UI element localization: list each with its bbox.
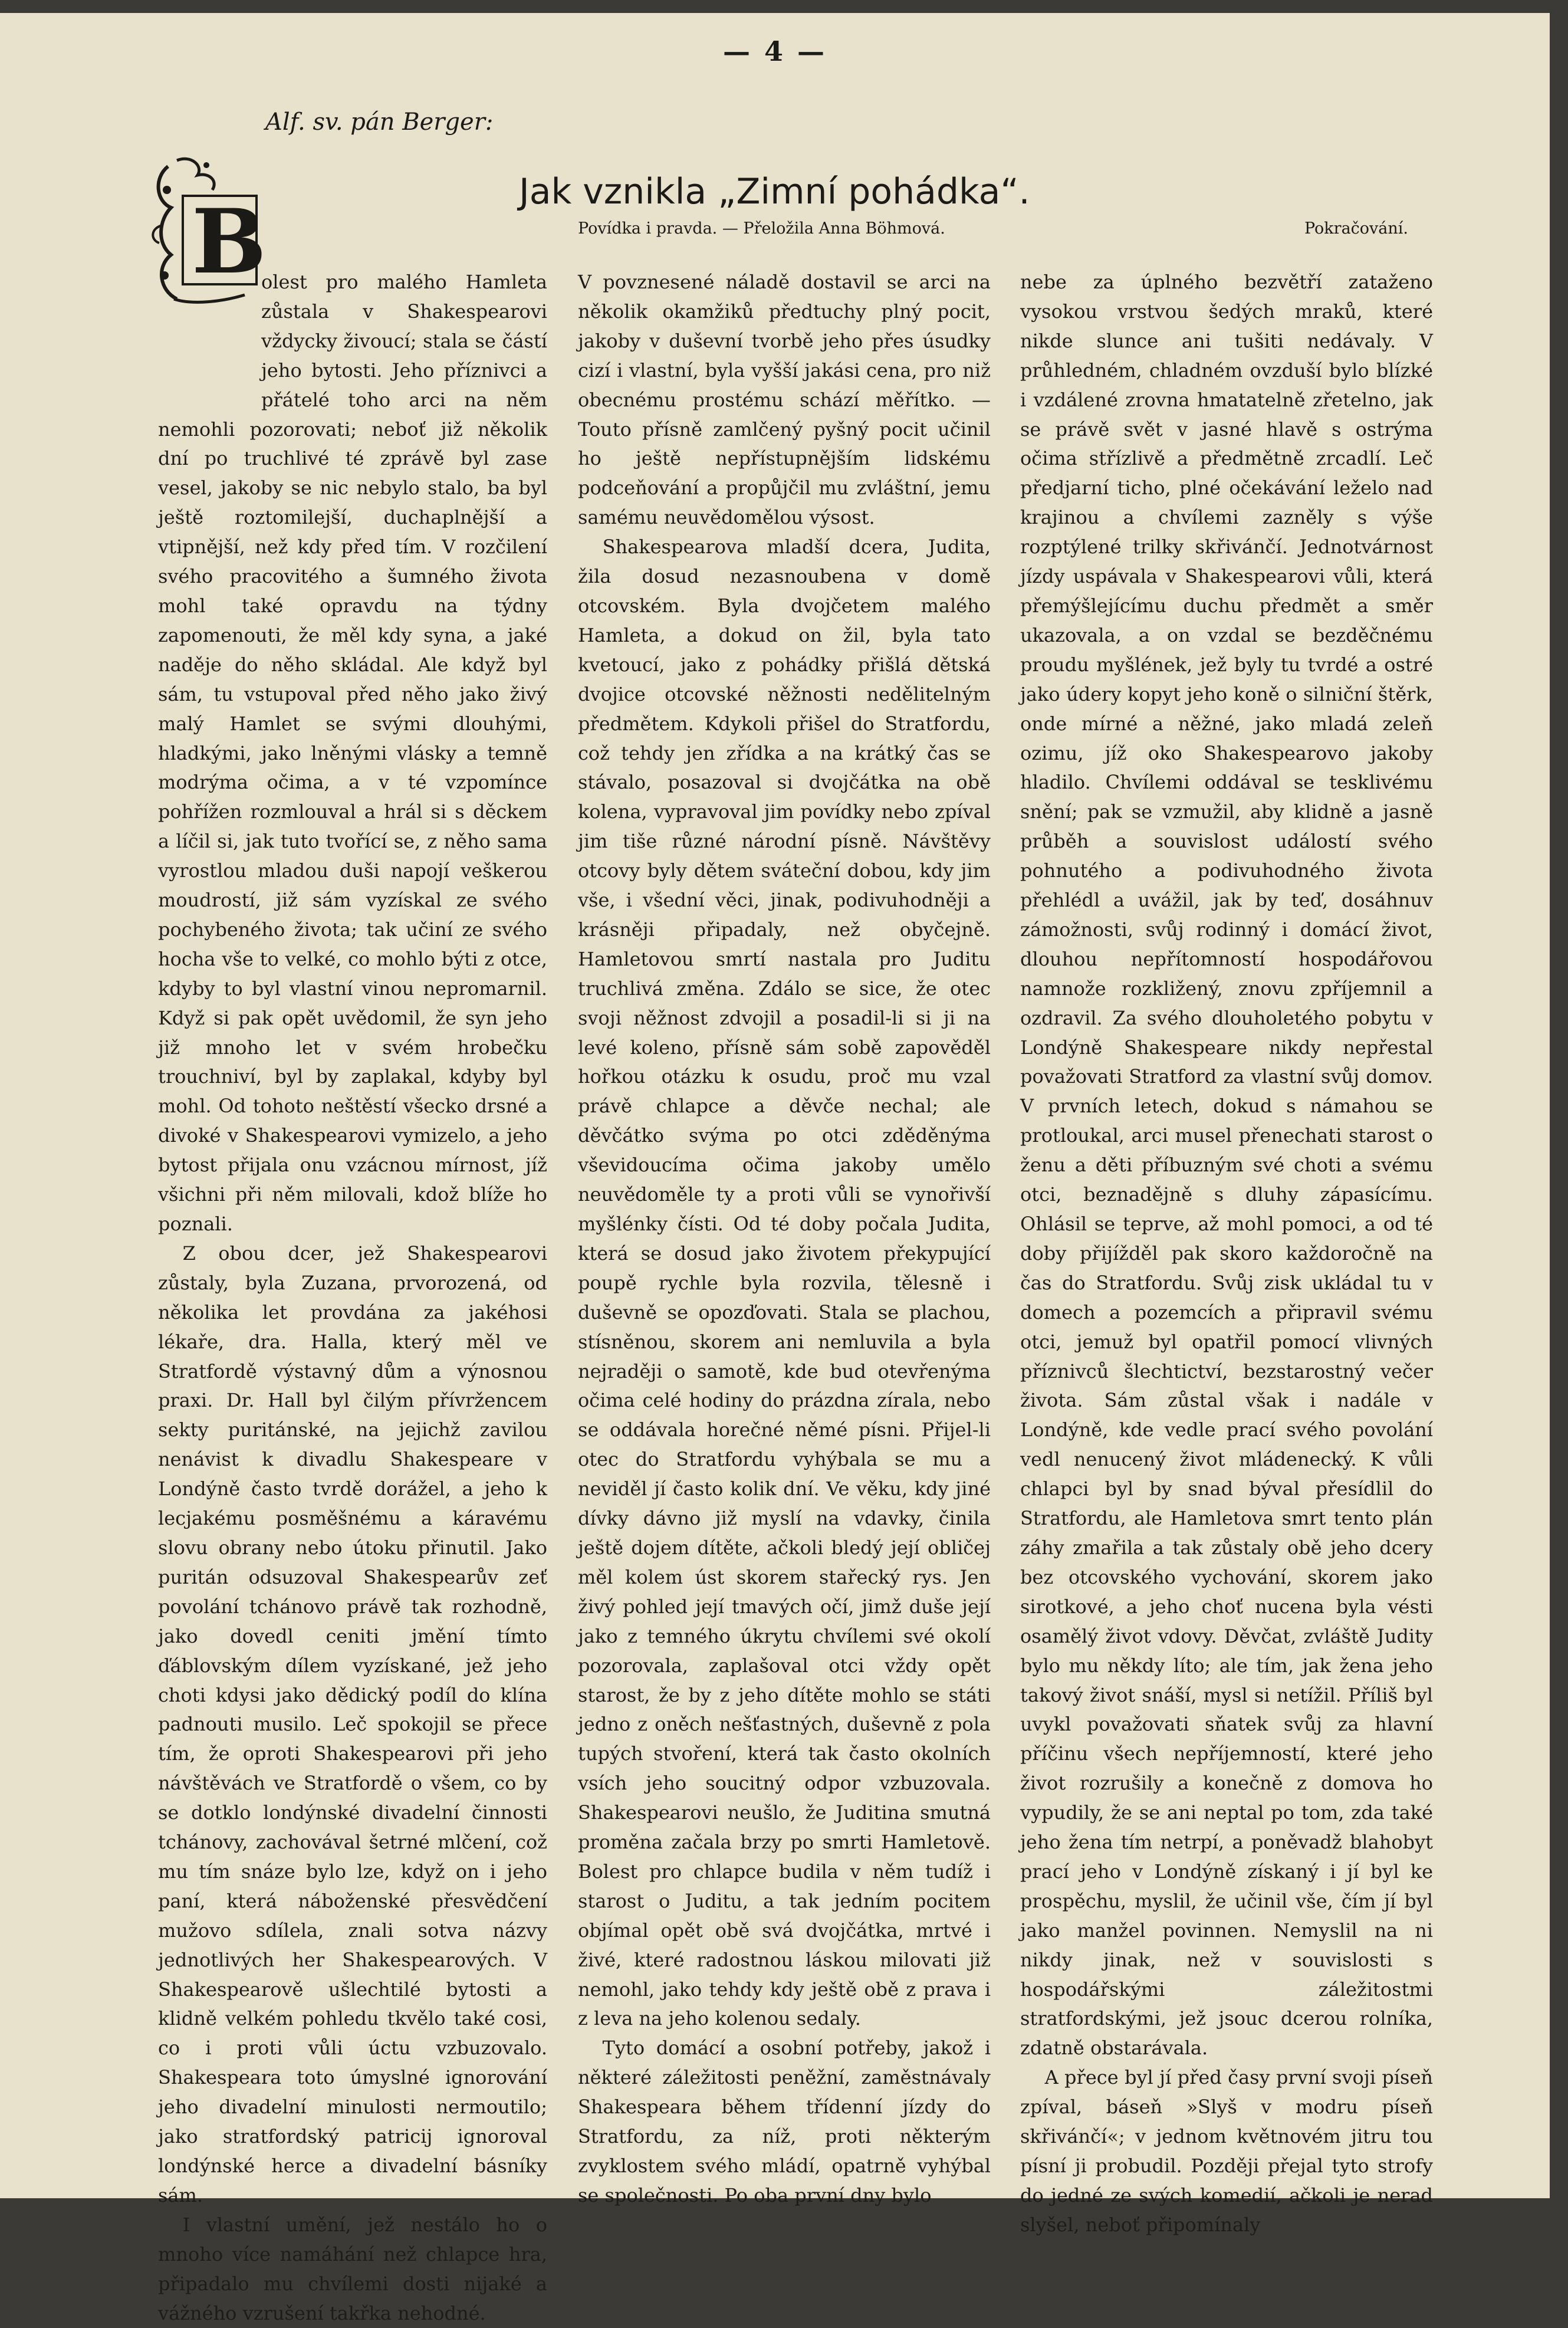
paragraph: A přece byl jí před časy první svoji píseň zpíval, báseň »Slyš v modru píseň skřivánčí«; v jednom květnovém jitru tou písní ji probudil. Později přejal tyto strofy do jedné ze svých komedií, ačkoli je nerad slyšel, neboť připomínaly: [1020, 2066, 1433, 2236]
author-line: Alf. sv. pán Berger:: [265, 109, 494, 136]
paragraph: nebe za úplného bezvětří zataženo vysokou vrstvou šedých mraků, které nikde slunce ani tušiti nedávaly. V průhledném, chladném ovzduší bylo blízké i vzdálené zrovna hmatatelně zřetelno, jak se právě svět v jasné hlavě s ostrýma očima střízlivě a předmětně zrcadlí. Leč předjarní ticho, plné očekávání leželo nad krajinou a chvílemi zazněly s výše rozptýlené trilky skřivánčí. Jednotvárnost jízdy uspávala v Shakespearovi vůli, která přemýšlejícímu duchu předmět a směr ukazovala, a on vzdal se bezděčnému proudu myšlének, jež byly tu tvrdé a ostré jako údery kopyt jeho koně o silniční štěrk, onde mírné a něžné, jako mladá zeleň ozimu, jíž oko Shakespearovo jakoby hladilo. Chvílemi oddával se tesklivému snění; pak se vzmužil, aby klidně a jasně průběh a souvislost událostí svého pohnutého a podivuhodného života přehlédl a uvážil, jak by teď, dosáhnuv zámožnosti, svůj rodinný i domácí život, dlouhou nepřítomností hospodářovou namnože rozkližený, znovu zpříjemnil a ozdravil. Za svého dlouholetého pobytu v Londýně Shakespeare nikdy nepřestal považovati Stratford za vlastní svůj domov. V prvních letech, dokud s námahou se protloukal, arci musel přenechati starost o ženu a děti příbuzným své choti a svému otci, beznadějně s dluhy zápasícímu. Ohlásil se teprve, až mohl pomoci, a od té doby přijížděl pak skoro každoročně na čas do Stratfordu. Svůj zisk ukládal tu v domech a pozemcích a připravil svému otci, jemuž byl opatřil pomocí vlivných příznivců šlechtictví, bezstarostný večer života. Sám zůstal však i nadále v Londýně, kde vedle prací svého povolání vedl nenucený život mládenecký. K vůli chlapci byl by snad býval přesídlil do Stratfordu, ale Hamletova smrt tento plán záhy zmařila a tak zůstaly obě jeho dcery bez otcovského vychování, skorem jako sirotkové, a jeho choť nucena byla vésti osamělý život vdovy. Děvčat, zvláště Judity bylo mu někdy líto; ale tím, jak žena jeho takový život snáší, mysl si netížil. Příliš byl uvykl považovati sňatek svůj za hlavní příčinu všech nepříjemností, které jeho život rozrušily a konečně z domova ho vypudily, že se ani neptal po tom, zda také jeho žena tím netrpí, a poněvadž blahobyt prací jeho v Londýně získaný i jí byl ke prospěchu, myslil, že učinil vše, čím jí byl jako manžel povinnen. Nemyslil na ni nikdy jinak, než v souvislosti s hospodářskými záležitostmi stratfordskými, jež jsouc dcerou rolníka, zdatně obstarávala.: [1020, 271, 1433, 2060]
paragraph: V povznesené náladě dostavil se arci na několik okamžiků předtuchy plný pocit, jakoby v duševní tvorbě jeho přes úsudky cizí i vlastní, byla vyšší jakási cena, pro niž obecnému prostému schází měřítko. — Touto přísně zamlčený pyšný pocit učinil ho ještě nepřístupnějším lidskému podceňování a propůjčil mu zvláštní, jemu samému neuvědomělou výsost.: [578, 271, 991, 529]
paragraph: olest pro malého Hamleta zůstala v Shakespearovi vždycky živoucí; stala se částí jeho bytosti. Jeho příznivci a přátelé toho arci na něm nemohli pozorovati; neboť již několik dní po truchlivé té zprávě byl zase vesel, jakoby se nic nebylo stalo, ba byl ještě roztomilejší, duchaplnější a vtipnější, než kdy před tím. V rozčilení svého pracovitého a šumného života mohl také opravdu na týdny zapomenouti, že měl kdy syna, a jaké naděje do něho skládal. Ale když byl sám, tu vstupoval před něho jako živý malý Hamlet se svými dlouhými, hladkými, jako lněnými vlásky a temně modrýma očima, a v té vzpomínce pohřížen rozmlouval a hrál si s děckem a líčil si, jak tuto tvořící se, z něho sama vyrostlou mladou duši napojí veškerou moudrostí, již sám vyzískal ze svého pochybeného života; tak učiní ze svého hocha vše to velké, co mohlo býti z otce, kdyby to byl vlastní vinou nepromarnil. Když si pak opět uvědomil, že syn jeho již mnoho let v svém hrobečku trouchniví, byl by zaplakal, kdyby byl mohl. Od tohoto neštěstí všecko drsné a divoké v Shakespearovi vymizelo, a jeho bytost přijala onu vzácnou mírnost, jíž všichni při něm milovali, kdož blíže ho poznali.: [158, 271, 547, 1235]
text-column-3: [1020, 268, 1433, 2240]
article-title: Jak vznikla „Zimní pohádka“.: [519, 171, 1030, 212]
dropcap-letter: B: [192, 190, 267, 294]
text-column-2: [578, 268, 991, 2211]
paragraph: Z obou dcer, jež Shakespearovi zůstaly, byla Zuzana, prvorozená, od několika let provdána za jakéhosi lékaře, dra. Halla, který měl ve Stratfordě výstavný dům a výnosnou praxi. Dr. Hall byl čilým přívržencem sekty puritánské, na jejichž zavilou nenávist k divadlu Shakespeare v Londýně často tvrdě dorážel, a jeho k lecjakému posměšnému a káravému slovu obrany nebo útoku přinutil. Jako puritán odsuzoval Shakespearův zeť povolání tchánovo právě tak rozhodně, jako dovedl ceniti jmění tímto ďáblovským dílem vyzískané, jež jeho choti kdysi jako dědický podíl do klína padnouti musilo. Leč spokojil se přece tím, že oproti Shakespearovi při jeho návštěvách ve Stratfordě o všem, co by se dotklo londýnské divadelní činnosti tchánovy, zachovával šetrné mlčení, což mu tím snáze bylo lze, když on i jeho paní, která náboženské přesvědčení mužovo sdílela, znali sotva názvy jednotlivých her Shakespearových. V Shakespearově ušlechtilé bytosti a klidně velkém pohledu tkvělo také cosi, co i proti vůli úctu vzbuzovalo. Shakespeara toto úmyslné ignorování jeho divadelní minulosti nermoutilo; jako stratfordský patricij ignoroval londýnské herce a divadelní básníky sám.: [158, 1242, 547, 2206]
page-number: — 4 —: [722, 35, 827, 67]
paragraph: I vlastní umění, jež nestálo ho o mnoho více namáhání než chlapce hra, připadalo mu chvílemi dosti nijaké a vážného vzrušení takřka nehodné.: [158, 2213, 547, 2324]
continued-note: Pokračování.: [1304, 219, 1408, 238]
article-subtitle: Povídka i pravda. — Přeložila Anna Böhmová.: [578, 219, 945, 238]
newspaper-page: [0, 13, 1550, 2324]
paragraph: Tyto domácí a osobní potřeby, jakož i některé záležitosti peněžní, zaměstnávaly Shakespeara během třídenní jízdy do Stratfordu, za níž, proti některým zvyklostem svého mládí, opatrně vyhýbal se společnosti. Po oba první dny bylo: [578, 2037, 991, 2206]
paragraph: Shakespearova mladší dcera, Judita, žila dosud nezasnoubena v domě otcovském. Byla dvojčetem malého Hamleta, a dokud on žil, byla tato kvetoucí, jako z pohádky přišlá dětská dvojice otcovské něžnosti nedělitelným předmětem. Kdykoli přišel do Stratfordu, což tehdy jen zřídka a na krátký čas se stávalo, posazoval si dvojčátka na obě kolena, vypravoval jim povídky nebo zpíval jim tiše různé národní písně. Návštěvy otcovy byly dětem sváteční dobou, kdy jim vše, i všední věci, jinak, podivuhodněji a krásněji připadaly, než obyčejně. Hamletovou smrtí nastala pro Juditu truchlivá změna. Zdálo se sice, že otec svoji něžnost zdvojil a posadil-li si ji na levé koleno, přísně sám sobě zapověděl hořkou otázku k osudu, proč mu vzal právě chlapce a děvče nechal; ale děvčátko svýma po otci zděděnýma vševidoucíma očima jakoby umělo neuvědoměle ty a proti vůli se vynořivší myšlénky čísti. Od té doby počala Judita, která se dosud jako životem překypující poupě rychle byla rozvila, tělesně i duševně se opozďovati. Stala se plachou, stísněnou, skorem ani nemluvila a byla nejraději o samotě, kde bud otevřenýma očima celé hodiny do prázdna zírala, nebo se oddávala horečné němé písni. Přijel-li otec do Stratfordu vyhýbala se mu a neviděl jí často kolik dní. Ve věku, kdy jiné dívky dávno již myslí na vdavky, činila ještě dojem dítěte, ačkoli bledý její obličej měl kolem úst skorem stařecký rys. Jen živý pohled její tmavých očí, jimž duše její jako z temného úkrytu chvílemi své okolí pozorovala, zaplašoval otci vždy opět starost, že by z jeho dítěte mohlo se státi jedno z oněch nešťastných, duševně z pola tupých stvoření, která tak často okolních vsích jeho soucitný odpor vzbuzovala. Shakespearovi neušlo, že Juditina smutná proměna začala brzy po smrti Hamletově. Bolest pro chlapce budila v něm tudíž i starost o Juditu, a tak jedním pocitem objímal opět obě svá dvojčátka, mrtvé i živé, které radostnou láskou milovati již nemohl, jako tehdy kdy ještě obě z prava i z leva na jeho kolenou sedaly.: [578, 536, 991, 2030]
text-column-1: [158, 268, 547, 2328]
